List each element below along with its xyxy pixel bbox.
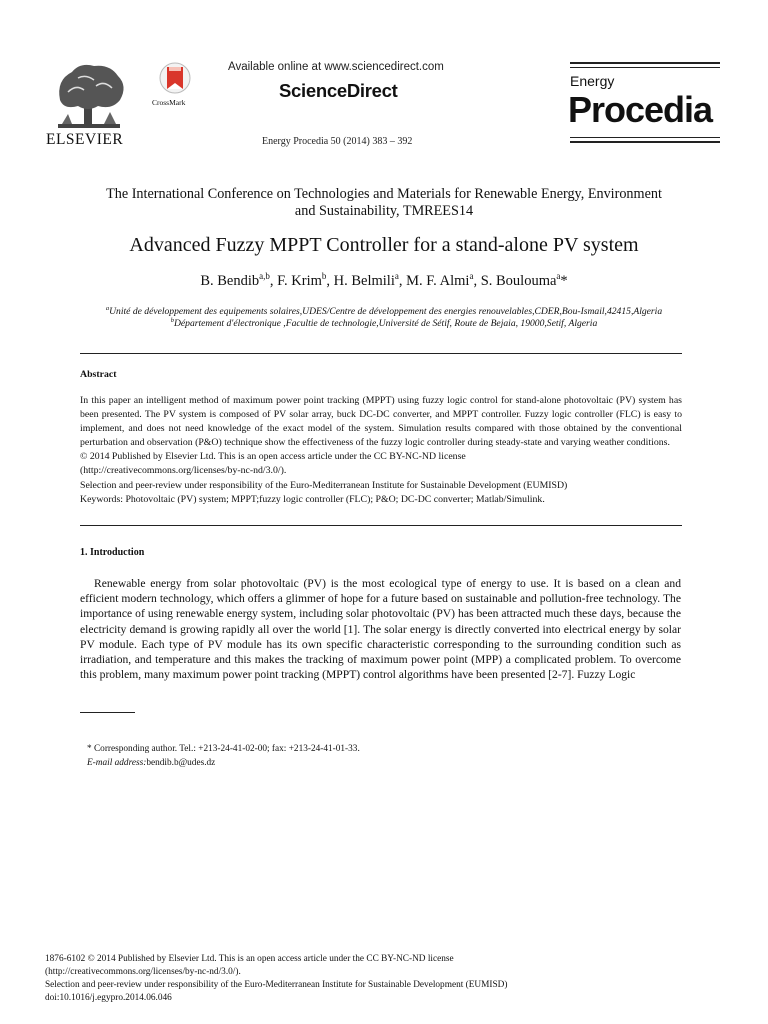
license-link[interactable]: (http://creativecommons.org/licenses/by-nc-nd/3.0/).: [80, 465, 287, 477]
doi-link[interactable]: doi:10.1016/j.egypro.2014.06.046: [45, 993, 172, 1004]
author-name: S. Boulouma: [480, 272, 557, 289]
author-name: B. Bendib: [200, 272, 260, 289]
section-heading-introduction: 1. Introduction: [80, 547, 145, 558]
email-line: E-mail address:bendib.b@udes.dz: [87, 757, 216, 768]
peer-review-text: Selection and peer-review under responsibility of the Euro-Mediterranean Institute for Sustainable Development (EUMISD): [80, 479, 568, 491]
bottom-license-link[interactable]: (http://creativecommons.org/licenses/by-nc-nd/3.0/).: [45, 967, 241, 978]
sciencedirect-wordmark: ScienceDirect: [279, 80, 398, 101]
affiliation-a: $^a$Unité de développement des equipements solaires,UDES/Centre de développement des energies renouvelables,CDER,Bou-Ismail,42415,Algeria: [105, 305, 663, 318]
corresponding-author-note: * Corresponding author. Tel.: +213-24-41-02-00; fax: +213-24-41-01-33.: [87, 744, 360, 754]
abstract-heading: Abstract: [80, 369, 117, 380]
author-affiliation-mark: a: [469, 271, 474, 281]
introduction-body: [80, 576, 681, 682]
author-affiliation-mark: b: [321, 271, 327, 281]
affiliation-b: $^b$Département d'électronique ,Facultie de technologie,Université de Sétif, Route de Bejaia, 19000,Setif, Algeria: [170, 317, 598, 330]
footnote: [87, 743, 360, 770]
author-affiliation-mark: a: [556, 271, 561, 281]
journal-reference: Energy Procedia 50 (2014) 383 – 392: [262, 136, 413, 147]
conference-name: The International Conference on Technologies and Materials for Renewable Energy, Environment and Sustainability, TMREES14: [106, 186, 662, 219]
footnote-rule: [80, 712, 135, 713]
bottom-peer-review: Selection and peer-review under responsibility of the Euro-Mediterranean Institute for Sustainable Development (EUMISD): [45, 980, 508, 991]
author-name: M. F. Almi: [406, 272, 470, 289]
publication-info: [45, 953, 725, 1005]
available-online-text[interactable]: Available online at www.sciencedirect.com: [228, 61, 444, 73]
copyright-text: © 2014 Published by Elsevier Ltd. This is an open access article under the CC BY-NC-ND license: [80, 451, 466, 463]
author-affiliation-mark: a: [394, 271, 399, 281]
author-name: H. Belmili: [333, 272, 395, 289]
author-name: F. Krim: [277, 272, 322, 289]
journal-name-small: Energy: [570, 73, 615, 89]
issn-copyright: 1876-6102 © 2014 Published by Elsevier Ltd. This is an open access article under the CC BY-NC-ND license: [45, 954, 454, 964]
journal-rule-top: [570, 62, 720, 64]
email-link[interactable]: bendib.b@udes.dz: [146, 757, 216, 768]
abstract-text: In this paper an intelligent method of maximum power point tracking (MPPT) using fuzzy logic control for stand-alone photovoltaic (PV) system has been presented. The PV system is composed of PV solar array, buck DC-DC converter, and MPPT controller. Fuzzy logic controller (FLC) is easy to implement, and does not need knowledge of the exact model of the system. Simulation results compared with those obtained by the conventional perturbation and observation (P&O) technique show the effectiveness of the fuzzy logic controller during steady-state and varying weather conditions.: [80, 395, 682, 449]
abstract-top-rule: [80, 353, 682, 354]
journal-rule-top-thin: [570, 67, 720, 68]
introduction-paragraph: Renewable energy from solar photovoltaic (PV) is the most ecological type of energy to use. It is based on a clean and efficient modern technology, which offers a glimmer of hope for a future based on sustainable and pollution-free technology. The importance of using renewable energy system, including solar photovoltaic (PV) has been attracted much these days, because the electricity demand is growing rapidly all over the world [1]. The solar energy is directly converted into electrical energy by solar PV module. Each type of PV module has its own specific characteristic corresponding to the surrounding condition such as irradiation, and temperature and this makes the tracking of maximum power point (MPP) a complicated problem. To overcome this problem, many maximum power point tracking (MPPT) control algorithms have been presented [2-7]. Fuzzy Logic: [80, 577, 681, 682]
journal-name-big: Procedia: [568, 89, 713, 130]
journal-rule-bottom-thin: [570, 137, 720, 138]
crossmark-label: CrossMark: [152, 98, 186, 107]
journal-rule-bottom: [570, 141, 720, 143]
elsevier-wordmark: ELSEVIER: [46, 131, 124, 148]
abstract-bottom-rule: [80, 525, 682, 526]
paper-title: Advanced Fuzzy MPPT Controller for a stand-alone PV system: [129, 234, 639, 256]
author-affiliation-mark: a,b: [259, 271, 270, 281]
keywords-text: Keywords: Photovoltaic (PV) system; MPPT;fuzzy logic controller (FLC); P&O; DC-DC converter; Matlab/Simulink.: [80, 493, 545, 505]
author-list: B. Bendib$^{a,b}$, F. Krim$^b$, H. Belmili$^a$, M. F. Almi$^a$, S. Boulouma$^a$*: [200, 271, 568, 289]
abstract-body: [80, 394, 682, 507]
